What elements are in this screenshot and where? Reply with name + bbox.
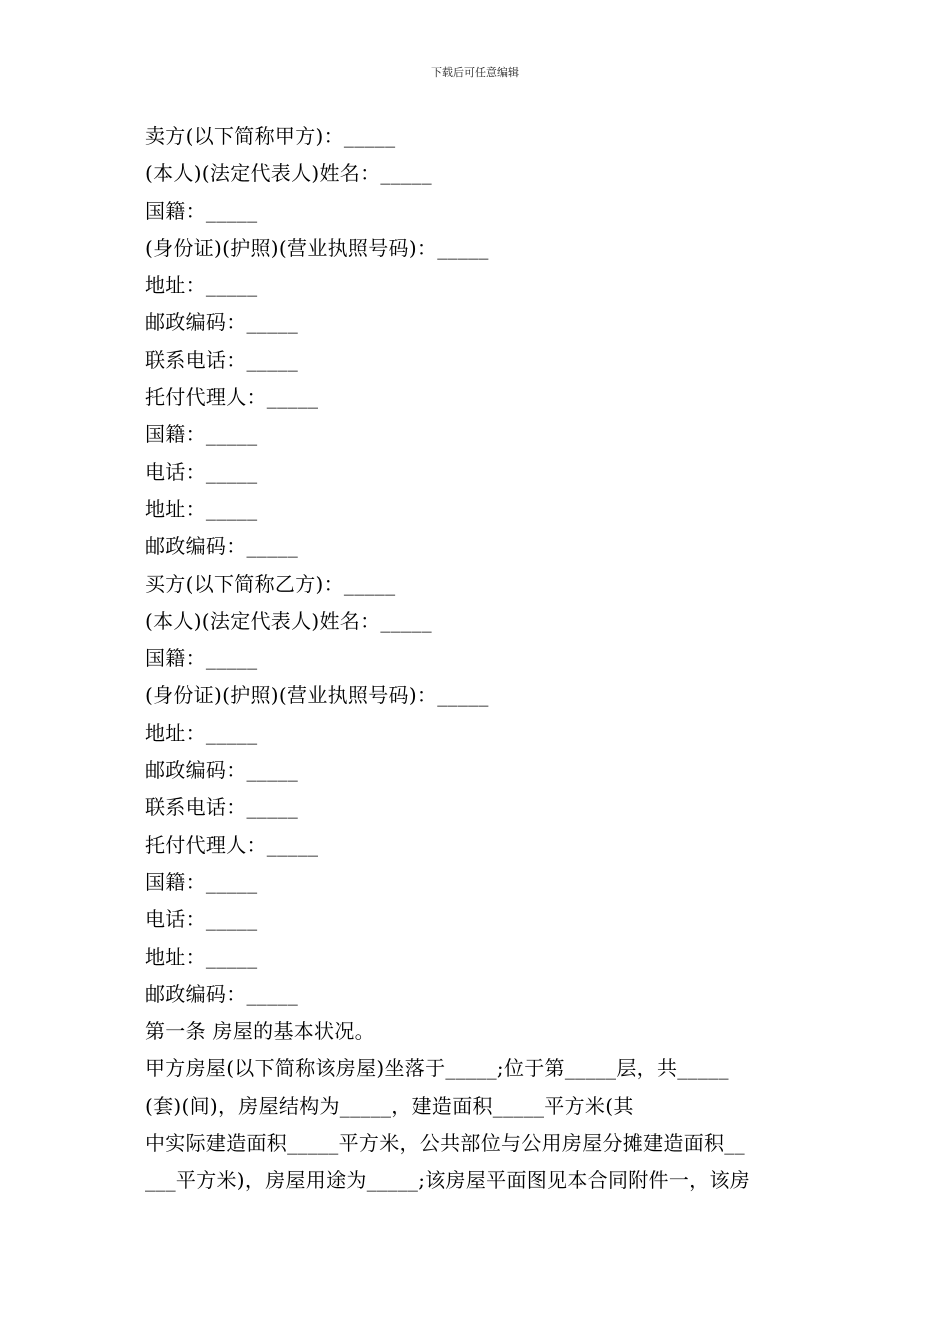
document-body xyxy=(145,118,810,1200)
seller-name-line: (本人)(法定代表人)姓名：_____ xyxy=(145,161,432,186)
seller-agent-nationality-line: 国籍：_____ xyxy=(145,422,258,447)
buyer-postcode-line: 邮政编码：_____ xyxy=(145,758,298,783)
article-one-text-line-3: 中实际建造面积_____平方米，公共部位与公用房屋分摊建造面积__ xyxy=(145,1131,745,1156)
seller-agent-phone-line: 电话：_____ xyxy=(145,459,258,484)
buyer-agent-address-line: 地址：_____ xyxy=(145,944,258,969)
buyer-agent-nationality-line: 国籍：_____ xyxy=(145,869,258,894)
seller-id-line: (身份证)(护照)(营业执照号码)：_____ xyxy=(145,235,489,260)
buyer-agent-phone-line: 电话：_____ xyxy=(145,907,258,932)
seller-postcode-line: 邮政编码：_____ xyxy=(145,310,298,335)
seller-address-line: 地址：_____ xyxy=(145,273,258,298)
seller-phone-line: 联系电话：_____ xyxy=(145,347,298,372)
seller-nationality-line: 国籍：_____ xyxy=(145,198,258,223)
seller-line: 卖方(以下简称甲方)：_____ xyxy=(145,124,396,148)
article-one-heading: 第一条 房屋的基本状况。 xyxy=(145,1019,375,1044)
seller-agent-address-line: 地址：_____ xyxy=(145,496,258,521)
buyer-nationality-line: 国籍：_____ xyxy=(145,646,258,671)
seller-agent-line: 托付代理人：_____ xyxy=(145,385,319,410)
buyer-agent-line: 托付代理人：_____ xyxy=(145,832,319,857)
article-one-text-line-4: ___平方米)，房屋用途为_____;该房屋平面图见本合同附件一，该房 xyxy=(145,1168,751,1193)
page-header: 下载后可任意编辑 xyxy=(431,66,519,79)
article-one-text-line-1: 甲方房屋(以下简称该房屋)坐落于_____;位于第_____层，共_____ xyxy=(145,1056,729,1081)
buyer-line: 买方(以下简称乙方)：_____ xyxy=(145,571,396,596)
article-one-text-line-2: (套)(间)，房屋结构为_____，建造面积_____平方米(其 xyxy=(145,1093,634,1118)
buyer-phone-line: 联系电话：_____ xyxy=(145,795,298,820)
buyer-address-line: 地址：_____ xyxy=(145,720,258,745)
seller-agent-postcode-line: 邮政编码：_____ xyxy=(145,534,298,559)
buyer-name-line: (本人)(法定代表人)姓名：_____ xyxy=(145,608,432,633)
buyer-agent-postcode-line: 邮政编码：_____ xyxy=(145,981,298,1006)
buyer-id-line: (身份证)(护照)(营业执照号码)：_____ xyxy=(145,683,489,708)
